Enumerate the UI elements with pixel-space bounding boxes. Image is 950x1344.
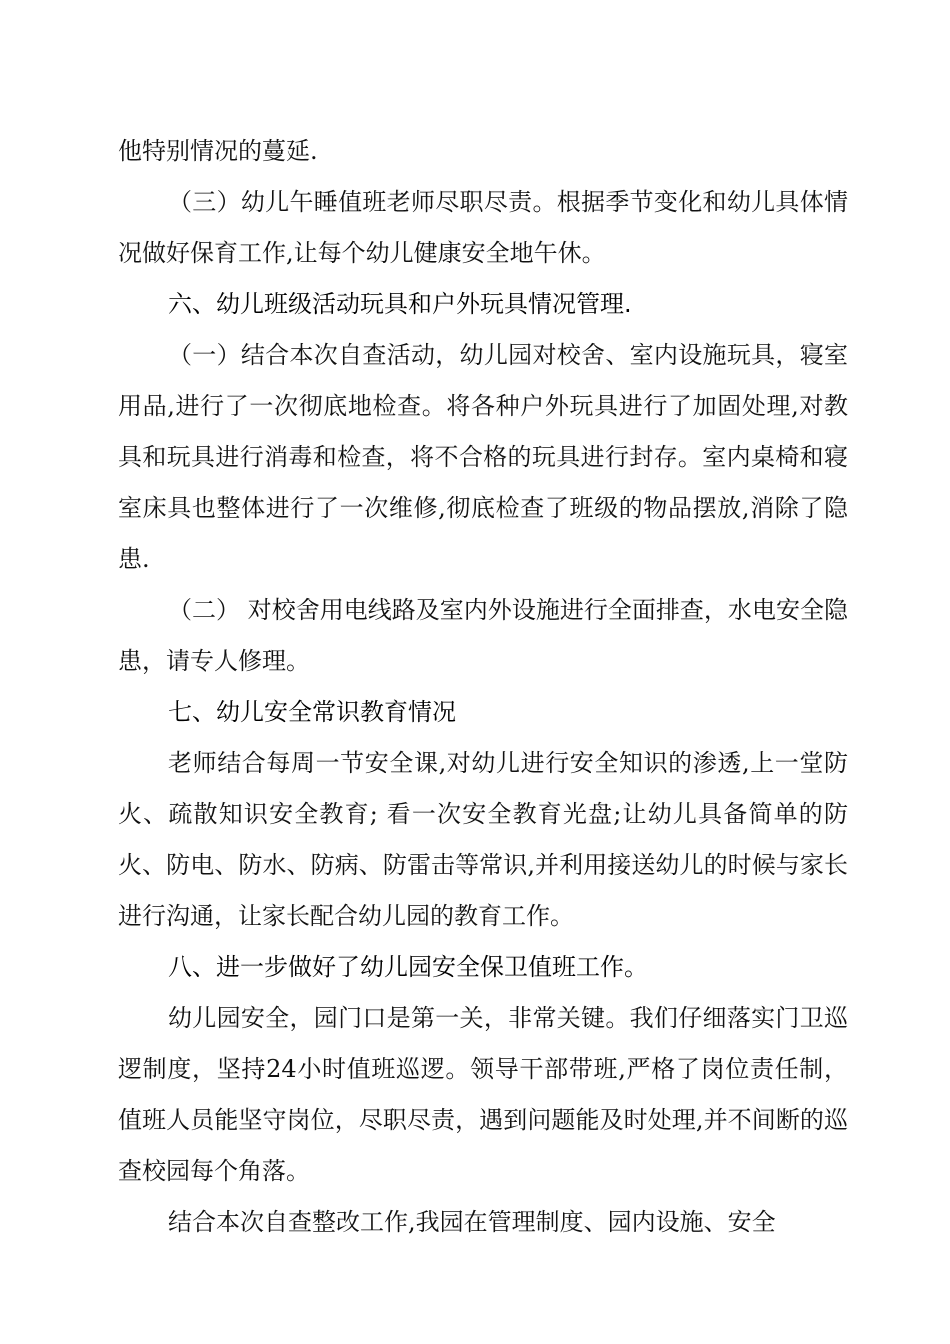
paragraph-inspection: （一）结合本次自查活动，幼儿园对校舍、室内设施玩具，寝室用品,进行了一次彻底地检查。将各种户外玩具进行了加固处理,对教具和玩具进行消毒和检查，将不合格的玩具进行封存。室内桌椅和寝室床具也整体进行了一次维修,彻底检查了班级的物品摆放,消除了隐患. [118, 341, 848, 573]
section-heading-seven: 七、幼儿安全常识教育情况 [168, 698, 456, 726]
paragraph-electrical-check: （二） 对校舍用电线路及室内外设施进行全面排查，水电安全隐患，请专人修理。 [118, 596, 848, 675]
section-heading-six: 六、幼儿班级活动玩具和户外玩具情况管理. [168, 290, 632, 318]
paragraph-continuation: 他特别情况的蔓延. [118, 137, 318, 165]
section-heading-eight: 八、进一步做好了幼儿园安全保卫值班工作。 [168, 953, 648, 981]
paragraph-nap-duty: （三）幼儿午睡值班老师尽职尽责。根据季节变化和幼儿具体情况做好保育工作,让每个幼儿健康安全地午休。 [118, 188, 848, 267]
paragraph-safety-education: 老师结合每周一节安全课,对幼儿进行安全知识的渗透,上一堂防火、疏散知识安全教育; 看一次安全教育光盘;让幼儿具备简单的防火、防电、防水、防病、防雷击等常识,并利用接送幼儿的时候与家长进行沟通，让家长配合幼儿园的教育工作。 [118, 749, 848, 930]
paragraph-summary: 结合本次自查整改工作,我园在管理制度、园内设施、安全 [168, 1208, 776, 1236]
document-body [118, 126, 848, 1248]
paragraph-guard-duty: 幼儿园安全，园门口是第一关，非常关键。我们仔细落实门卫巡逻制度，坚持24小时值班巡逻。领导干部带班,严格了岗位责任制，值班人员能坚守岗位，尽职尽责，遇到问题能及时处理,并不间断的巡查校园每个角落。 [118, 1004, 848, 1185]
